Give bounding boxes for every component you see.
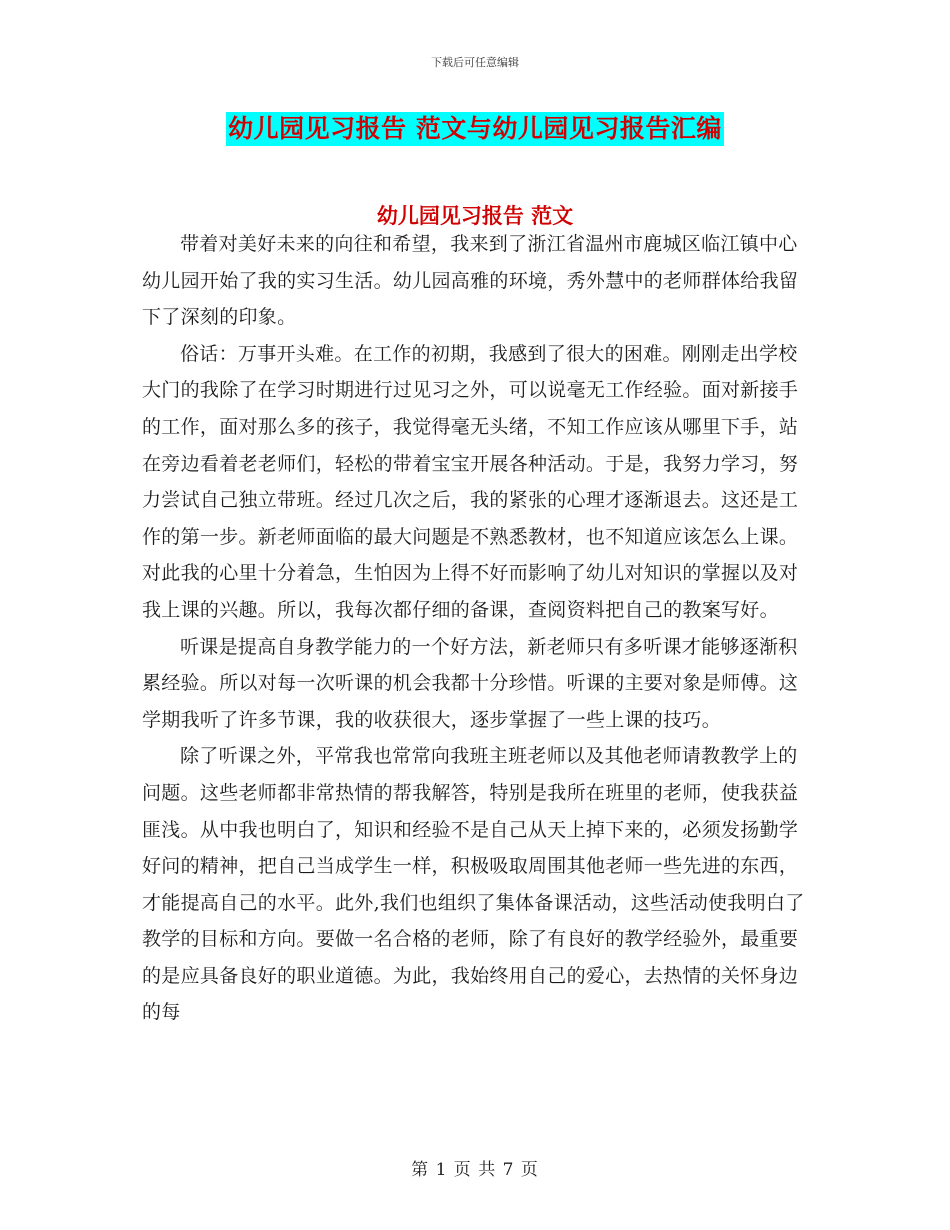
page-number-footer: 第 1 页 共 7 页: [411, 1160, 539, 1180]
document-body: [142, 226, 810, 1031]
document-title-container: [0, 112, 950, 146]
paragraph-4: 除了听课之外，平常我也常常向我班主班老师以及其他老师请教教学上的问题。这些老师都非常热情的帮我解答，特别是我所在班里的老师，使我获益匪浅。从中我也明白了，知识和经验不是自己从天上掉下来的，必须发扬勤学好问的精神，把自己当成学生一样，积极吸取周围其他老师一些先进的东西，才能提高自己的水平。此外,我们也组织了集体备课活动，这些活动使我明白了教学的目标和方向。要做一名合格的老师，除了有良好的教学经验外，最重要的是应具备良好的职业道德。为此，我始终用自己的爱心，去热情的关怀身边的每: [142, 745, 805, 1024]
page-header-note: 下载后可任意编辑: [431, 56, 519, 69]
paragraph-2: 俗话：万事开头难。在工作的初期，我感到了很大的困难。刚刚走出学校大门的我除了在学习时期进行过见习之外，可以说毫无工作经验。面对新接手的工作，面对那么多的孩子，我觉得毫无头绪，不知工作应该从哪里下手，站在旁边看着老老师们，轻松的带着宝宝开展各种活动。于是，我努力学习，努力尝试自己独立带班。经过几次之后，我的紧张的心理才逐渐退去。这还是工作的第一步。新老师面临的最大问题是不熟悉教材，也不知道应该怎么上课。对此我的心里十分着急，生怕因为上得不好而影响了幼儿对知识的掌握以及对我上课的兴趣。所以，我每次都仔细的备课，查阅资料把自己的教案写好。: [142, 342, 799, 621]
document-title: 幼儿园见习报告 范文与幼儿园见习报告汇编: [226, 112, 724, 146]
paragraph-3: 听课是提高自身教学能力的一个好方法，新老师只有多听课才能够逐渐积累经验。所以对每一次听课的机会我都十分珍惜。听课的主要对象是师傅。这学期我听了许多节课，我的收获很大，逐步掌握了一些上课的技巧。: [142, 635, 799, 731]
section-title: 幼儿园见习报告 范文: [376, 203, 574, 228]
paragraph-1: 带着对美好未来的向往和希望，我来到了浙江省温州市鹿城区临江镇中心幼儿园开始了我的实习生活。幼儿园高雅的环境，秀外慧中的老师群体给我留下了深刻的印象。: [142, 233, 799, 329]
